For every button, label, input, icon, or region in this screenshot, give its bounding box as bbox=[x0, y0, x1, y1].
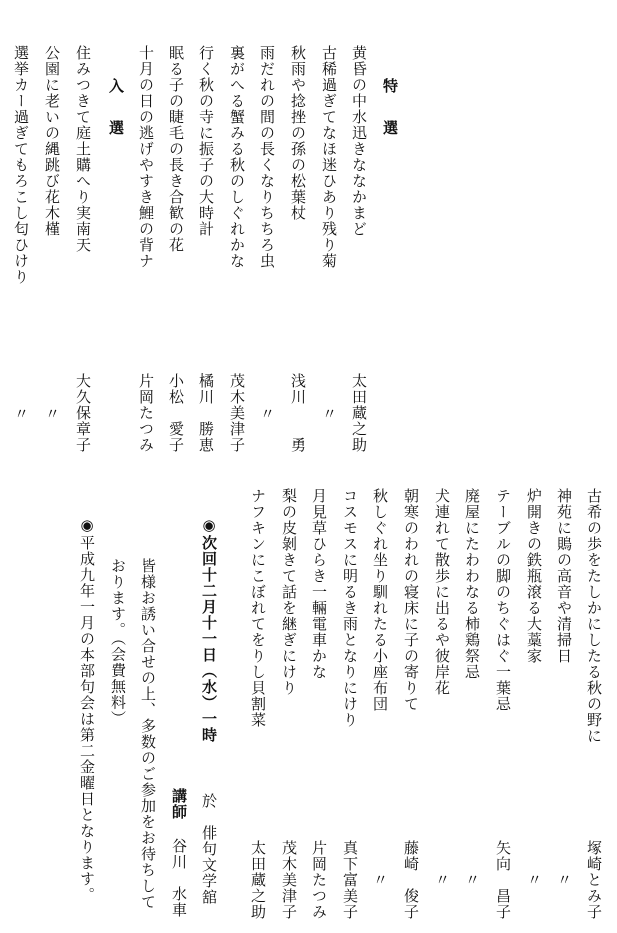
venue-text: 於 俳句文学舘 bbox=[200, 793, 218, 905]
author-name: 真下富美子 bbox=[341, 840, 359, 920]
author-name: 〃 bbox=[43, 406, 61, 422]
author-name: 〃 bbox=[320, 406, 338, 422]
haiku-line: 廃屋にたわわなる柿鶏祭忌 bbox=[463, 488, 481, 680]
haiku-line: コスモスに明るき雨となりにけり bbox=[341, 488, 359, 728]
lecturer-name: 谷川 水車 bbox=[170, 838, 188, 918]
author-name: 大久保章子 bbox=[74, 373, 92, 453]
haiku-line: 選挙カー過ぎてもろこし匂ひけり bbox=[12, 45, 30, 285]
author-name: 太田蔵之助 bbox=[350, 373, 368, 453]
author-name: 〃 bbox=[463, 872, 481, 888]
haiku-line: 裏がへる蟹みる秋のしぐれかな bbox=[228, 45, 246, 269]
author-name: 片岡たつみ bbox=[137, 373, 155, 453]
author-name: 〃 bbox=[525, 872, 543, 888]
next-meeting-label: ◉次回十二月十一日（水）一時 bbox=[200, 516, 218, 743]
haiku-line: 眠る子の睫毛の長き合歓の花 bbox=[167, 45, 185, 253]
haiku-line: 秋しぐれ坐り馴れたる小座布団 bbox=[371, 488, 389, 712]
author-name: 矢向 昌子 bbox=[494, 840, 512, 920]
author-name: 〃 bbox=[12, 406, 30, 422]
haiku-line: 古稀過ぎてなほ迷ひあり残り菊 bbox=[320, 45, 338, 269]
author-name: 小松 愛子 bbox=[167, 373, 185, 453]
author-name: 茂木美津子 bbox=[228, 373, 246, 453]
author-name: 〃 bbox=[433, 872, 451, 888]
haiku-line: 十月の日の逃げやすき鯉の背ナ bbox=[137, 45, 155, 269]
haiku-line: 朝寒のわれの寝床に子の寄りて bbox=[402, 488, 420, 712]
haiku-line: 雨だれの間の長くなりちちろ虫 bbox=[258, 45, 276, 269]
haiku-line: 犬連れて散歩に出るや彼岸花 bbox=[433, 488, 451, 696]
author-name: 片岡たつみ bbox=[310, 840, 328, 920]
author-name: 〃 bbox=[555, 872, 573, 888]
haiku-line: 梨の皮剝きて話を継ぎにけり bbox=[280, 488, 298, 696]
haiku-line: 古希の歩をたしかにしたる秋の野に bbox=[585, 488, 603, 744]
haiku-line: ナフキンにこぼれてをりし貝割菜 bbox=[249, 488, 267, 728]
heading-entry: 入 選 bbox=[107, 78, 125, 141]
haiku-line: 月見草ひらき一輛電車かな bbox=[310, 488, 328, 680]
haiku-line: 行く秋の寺に振子の大時計 bbox=[197, 45, 215, 237]
heading-special: 特 選 bbox=[381, 78, 399, 141]
haiku-line: 黄昏の中水迅きななかまど bbox=[350, 45, 368, 237]
haiku-line: 神苑に鵙の高音や清掃日 bbox=[555, 488, 573, 664]
haiku-line: 秋雨や捻挫の孫の松葉杖 bbox=[289, 45, 307, 221]
author-name: 橘川 勝恵 bbox=[197, 373, 215, 453]
author-name: 〃 bbox=[371, 872, 389, 888]
invite-text: おります。（会費無料） bbox=[109, 558, 127, 727]
newyear-notice: ◉平成九年一月の本部句会は第二金曜日となります。 bbox=[78, 516, 96, 903]
next-meeting-notice bbox=[201, 516, 216, 743]
haiku-line: 公園に老いの縄跳び花木槿 bbox=[43, 45, 61, 237]
author-name: 茂木美津子 bbox=[280, 840, 298, 920]
haiku-line: テーブルの脚のちぐはぐ一葉忌 bbox=[494, 488, 512, 712]
author-name: 藤崎 俊子 bbox=[402, 840, 420, 920]
invite-text: 皆様お誘い合せの上、多数のご参加をお待ちして bbox=[139, 558, 157, 910]
author-name: 浅川 勇 bbox=[289, 373, 307, 453]
lecturer-label: 講師 bbox=[170, 788, 188, 820]
author-name: 〃 bbox=[258, 406, 276, 422]
haiku-line: 住みつきて庭土購へり実南天 bbox=[74, 45, 92, 253]
author-name: 塚崎とみ子 bbox=[585, 840, 603, 920]
haiku-line: 炉開きの鉄瓶滾る大藁家 bbox=[525, 488, 543, 664]
author-name: 太田蔵之助 bbox=[249, 840, 267, 920]
